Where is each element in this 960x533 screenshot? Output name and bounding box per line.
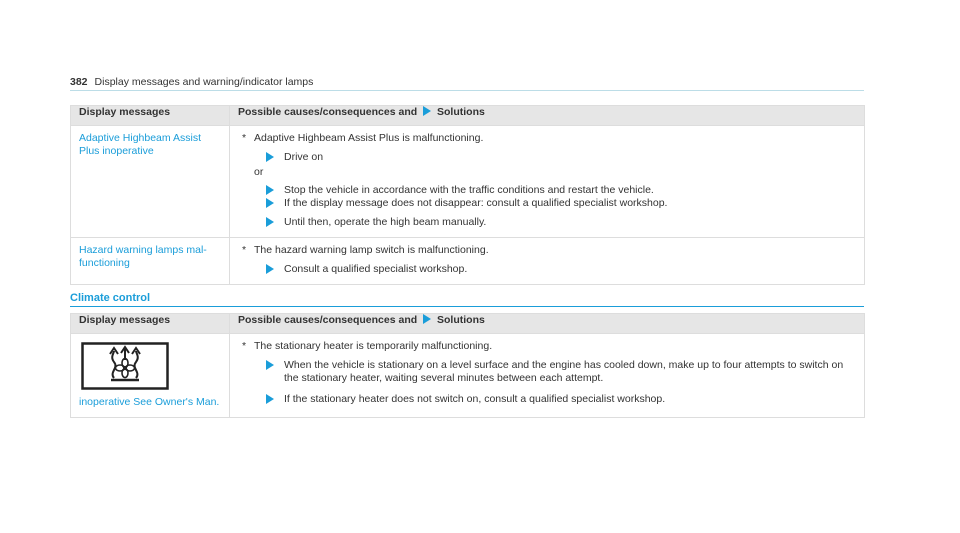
arrow-right-icon (266, 152, 274, 162)
display-message: inoperative See Owner's Man. (79, 396, 220, 408)
page-header (70, 76, 313, 88)
display-message-cell (71, 334, 230, 418)
table-header-row (71, 314, 865, 334)
table-row (71, 238, 865, 285)
stationary-heater-icon (81, 342, 169, 390)
cause-text: * The stationary heater is temporarily malfunctioning. (242, 340, 493, 352)
table-row (71, 334, 865, 418)
cause-text: * Adaptive Highbeam Assist Plus is malfunctioning. (242, 132, 484, 144)
arrow-right-icon (423, 314, 431, 324)
or-text: or (254, 166, 264, 178)
column-header-display-messages: Display messages (71, 314, 230, 334)
arrow-right-icon (266, 198, 274, 208)
causes-label: Possible causes/consequences and (238, 314, 418, 326)
arrow-right-icon (266, 264, 274, 274)
page-number: 382 (70, 76, 88, 88)
solution-step: Stop the vehicle in accordance with the traffic conditions and restart the vehicle. (252, 184, 856, 197)
solution-step: If the display message does not disappear: consult a qualified specialist workshop. (252, 197, 856, 210)
arrow-right-icon (266, 217, 274, 227)
display-message: Adaptive Highbeam Assist Plus inoperative (79, 132, 201, 157)
table-header-row (71, 106, 865, 126)
solutions-label: Solutions (437, 106, 485, 118)
solution-step: Consult a qualified specialist workshop. (252, 263, 856, 276)
causes-solutions-cell (230, 126, 865, 238)
solution-step: If the stationary heater does not switch on, consult a qualified specialist workshop. (252, 393, 856, 406)
arrow-right-icon (423, 106, 431, 116)
display-message: Hazard warning lamps mal-functioning (79, 244, 207, 269)
arrow-right-icon (266, 394, 274, 404)
messages-table-1 (70, 105, 865, 285)
solution-step: When the vehicle is stationary on a level surface and the engine has cooled down, make up to four attempts to switch on the stationary heater, waiting several minutes between each attempt. (252, 359, 856, 385)
section-title: Climate control (70, 292, 151, 304)
messages-table-2 (70, 313, 865, 418)
page-header-title: Display messages and warning/indicator lamps (94, 76, 314, 88)
column-header-display-messages: Display messages (71, 106, 230, 126)
table-row (71, 126, 865, 238)
solutions-label: Solutions (437, 314, 485, 326)
solution-step: Drive on (252, 151, 856, 164)
solution-step: Until then, operate the high beam manually. (252, 216, 856, 229)
causes-solutions-cell (230, 334, 865, 418)
column-header-causes-solutions (230, 314, 865, 334)
causes-solutions-cell (230, 238, 865, 285)
display-message-cell (71, 238, 230, 285)
arrow-right-icon (266, 360, 274, 370)
arrow-right-icon (266, 185, 274, 195)
causes-label: Possible causes/consequences and (238, 106, 418, 118)
column-header-causes-solutions (230, 106, 865, 126)
section-divider (70, 306, 864, 307)
header-divider (70, 90, 864, 91)
cause-text: * The hazard warning lamp switch is malfunctioning. (242, 244, 489, 256)
display-message-cell (71, 126, 230, 238)
